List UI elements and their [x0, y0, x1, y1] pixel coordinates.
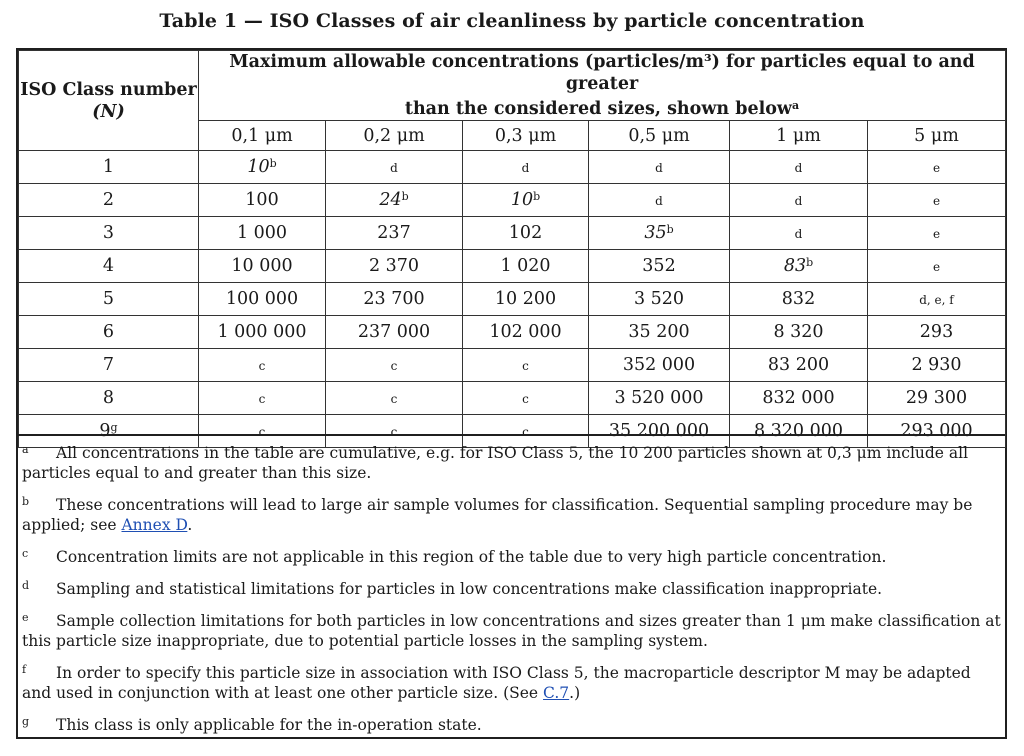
concentration-cell: [868, 250, 1006, 283]
concentration-cell: [868, 217, 1006, 250]
concentration-value: 35: [644, 223, 667, 243]
concentration-value: 23 700: [363, 289, 425, 309]
concentration-cell: [326, 250, 463, 283]
table-row: [19, 316, 1006, 349]
concentration-cell: [199, 349, 326, 382]
iso-class-cell: [19, 151, 199, 184]
footnote-c: [22, 544, 1001, 567]
concentration-value: d: [655, 161, 663, 175]
concentration-value: d, e, f: [919, 293, 954, 307]
concentration-value: 24: [379, 190, 402, 210]
table-row: [19, 250, 1006, 283]
concentration-value: 352 000: [622, 355, 696, 375]
concentration-cell: [199, 382, 326, 415]
concentration-cell: [868, 349, 1006, 382]
concentration-value: 832 000: [762, 388, 835, 408]
concentration-value: c: [390, 359, 398, 373]
footnote-text: All concentrations in the table are cumulative, e.g. for ISO Class 5, the 10 200 particles shown at 0,3 μm include all particles equal to and greater than this size.: [22, 444, 969, 482]
concentration-value: c: [258, 392, 266, 406]
concentration-cell: [589, 184, 730, 217]
iso-class-cell: [19, 316, 199, 349]
concentration-value: 293 000: [900, 421, 973, 441]
concentration-value: c: [522, 392, 529, 406]
footnote-mark: c: [22, 547, 29, 560]
concentration-cell: [463, 250, 589, 283]
concentration-value: 10 000: [231, 256, 293, 276]
concentration-cell: [868, 316, 1006, 349]
iso-class-value: 2: [102, 190, 115, 210]
table-row: [19, 217, 1006, 250]
concentration-cell: [730, 316, 868, 349]
concentration-cell: [730, 250, 868, 283]
concentration-cell: [730, 184, 868, 217]
footnote-f: [22, 660, 1001, 703]
concentration-cell: [326, 151, 463, 184]
concentration-cell: [326, 217, 463, 250]
concentration-value: d: [794, 194, 803, 208]
cross-reference-link[interactable]: C.7: [543, 684, 570, 702]
footnote-mark: a: [22, 443, 29, 456]
iso-class-value: 4: [102, 256, 115, 276]
concentration-value: 8 320: [773, 322, 824, 342]
concentration-cell: [463, 151, 589, 184]
concentration-value: 29 300: [905, 388, 968, 408]
footnote-text: This class is only applicable for the in-operation state.: [56, 716, 482, 734]
header-max-line1: Maximum allowable concentrations (particles/m³) for particles equal to and greater: [229, 52, 975, 94]
table-row: [19, 184, 1006, 217]
iso-class-value: 3: [102, 223, 115, 243]
concentration-value: 237 000: [357, 322, 431, 342]
iso-class-cell: [19, 250, 199, 283]
table-row: [19, 349, 1006, 382]
concentration-value: 3 520: [633, 289, 685, 309]
concentration-cell: [326, 349, 463, 382]
table-row: [19, 151, 1006, 184]
concentration-cell: [868, 184, 1006, 217]
concentration-value: 100 000: [225, 289, 299, 309]
concentration-cell: [326, 316, 463, 349]
concentration-cell: [463, 382, 589, 415]
iso-class-cell: [19, 382, 199, 415]
footnote-text: Concentration limits are not applicable in this region of the table due to very high particle concentration.: [56, 548, 887, 566]
concentration-value: c: [258, 359, 266, 373]
concentration-value: e: [932, 194, 941, 208]
concentration-cell: [326, 184, 463, 217]
concentration-value: 102: [508, 223, 543, 243]
concentration-value: 832: [781, 289, 816, 309]
concentration-cell: [463, 217, 589, 250]
concentration-cell: [868, 283, 1006, 316]
footnote-text: Sampling and statistical limitations for particles in low concentrations make classification inappropriate.: [56, 580, 883, 598]
footnote-ref: g: [110, 421, 118, 434]
concentration-value: 10 200: [494, 289, 557, 309]
size-header-cell: 0,5 μm: [589, 121, 730, 151]
concentration-cell: [199, 283, 326, 316]
iso-class-value: 6: [102, 322, 115, 342]
footnote-mark: b: [22, 495, 30, 508]
concentration-cell: [589, 316, 730, 349]
footnote-mark: e: [22, 611, 29, 624]
concentration-cell: [199, 184, 326, 217]
concentration-cell: [589, 349, 730, 382]
concentration-cell: [730, 382, 868, 415]
table-footnotes: [18, 434, 1005, 744]
iso-class-value: 9: [99, 421, 111, 441]
table-body: [19, 151, 1006, 448]
concentration-cell: [463, 283, 589, 316]
concentration-value: 100: [245, 190, 279, 210]
header-iso-class-number: [19, 51, 199, 151]
footnote-ref: b: [806, 256, 814, 269]
concentration-cell: [589, 217, 730, 250]
iso-class-cell: [19, 283, 199, 316]
header-class-line2: (N): [92, 101, 125, 122]
concentration-value: 293: [919, 322, 954, 342]
concentration-cell: [589, 250, 730, 283]
concentration-cell: [326, 382, 463, 415]
concentration-cell: [730, 151, 868, 184]
footnote-text-end: .): [569, 684, 581, 702]
concentration-value: d: [390, 161, 398, 175]
iso-class-cell: [19, 349, 199, 382]
concentration-cell: [463, 349, 589, 382]
concentration-cell: [868, 151, 1006, 184]
concentration-cell: [199, 151, 326, 184]
concentration-cell: [199, 316, 326, 349]
size-header-cell: 5 μm: [868, 121, 1006, 151]
iso-class-value: 1: [102, 157, 115, 177]
header-max-concentrations: [199, 51, 1006, 121]
footnote-ref: b: [401, 190, 409, 203]
concentration-value: 8 320 000: [753, 421, 844, 441]
concentration-value: d: [794, 161, 803, 175]
footnote-mark: d: [22, 579, 30, 592]
size-header-cell: 0,3 μm: [463, 121, 589, 151]
concentration-value: 35 200: [628, 322, 690, 342]
header-class-line1: ISO Class number: [20, 79, 197, 100]
footnote-text: These concentrations will lead to large air sample volumes for classification. Sequential sampling procedure may be applied; see: [22, 496, 973, 534]
table-row: [19, 283, 1006, 316]
concentration-value: 102 000: [489, 322, 562, 342]
concentration-cell: [730, 283, 868, 316]
footnote-ref-a: a: [791, 99, 800, 112]
concentration-cell: [463, 316, 589, 349]
iso-class-value: 5: [102, 289, 115, 309]
footnote-b: [22, 492, 1001, 535]
size-header-cell: 1 μm: [730, 121, 868, 151]
footnote-ref: b: [269, 157, 277, 170]
concentration-value: c: [390, 392, 398, 406]
footnote-g: [22, 712, 1001, 735]
concentration-cell: [199, 250, 326, 283]
concentration-value: 83: [783, 256, 807, 276]
concentration-cell: [589, 283, 730, 316]
iso-class-value: 7: [102, 355, 115, 375]
table-row: [19, 382, 1006, 415]
concentration-value: e: [932, 161, 941, 175]
cross-reference-link[interactable]: Annex D: [121, 516, 188, 534]
concentration-value: 10: [510, 190, 534, 210]
concentration-cell: [589, 151, 730, 184]
concentration-value: 1 000 000: [217, 322, 307, 342]
iso-class-table: [18, 50, 1006, 448]
concentration-value: d: [794, 227, 803, 241]
concentration-value: 3 520 000: [614, 388, 704, 408]
concentration-cell: [199, 217, 326, 250]
footnote-a: [22, 440, 1001, 483]
concentration-value: d: [655, 194, 663, 208]
footnote-text: Sample collection limitations for both particles in low concentrations and sizes greater than 1 μm make classification at this particle size inappropriate, due to potential particle losses in the sampling system.: [22, 612, 1001, 650]
concentration-value: 1 000: [236, 223, 288, 243]
concentration-value: 2 930: [911, 355, 962, 375]
concentration-value: 10: [247, 157, 270, 177]
iso-class-value: 8: [102, 388, 115, 408]
size-header-cell: 0,2 μm: [326, 121, 463, 151]
concentration-value: 83 200: [767, 355, 830, 375]
concentration-cell: [730, 217, 868, 250]
concentration-value: d: [521, 161, 530, 175]
footnote-d: [22, 576, 1001, 599]
concentration-value: c: [522, 425, 529, 439]
concentration-value: c: [390, 425, 398, 439]
footnote-mark: g: [22, 715, 30, 728]
concentration-value: 35 200 000: [608, 421, 710, 441]
header-max-line2: than the considered sizes, shown below: [404, 99, 792, 119]
concentration-cell: [463, 184, 589, 217]
concentration-value: c: [258, 425, 266, 439]
size-header-cell: 0,1 μm: [199, 121, 326, 151]
concentration-cell: [326, 283, 463, 316]
concentration-cell: [730, 349, 868, 382]
concentration-cell: [868, 382, 1006, 415]
concentration-cell: [589, 382, 730, 415]
concentration-value: 2 370: [368, 256, 420, 276]
iso-class-cell: [19, 184, 199, 217]
footnote-ref: b: [533, 190, 541, 203]
footnote-text: In order to specify this particle size in association with ISO Class 5, the macroparticle descriptor M may be adapted and used in conjunction with at least one other particle size. (See: [22, 664, 971, 702]
concentration-value: c: [522, 359, 529, 373]
footnote-ref: b: [666, 223, 674, 236]
footnote-e: [22, 608, 1001, 651]
concentration-value: 352: [642, 256, 676, 276]
concentration-value: 237: [377, 223, 411, 243]
iso-class-table-frame: [16, 48, 1007, 739]
footnote-text-end: .: [187, 516, 193, 534]
table-title: Table 1 — ISO Classes of air cleanliness by particle concentration: [159, 10, 865, 32]
concentration-value: e: [932, 260, 941, 274]
concentration-value: 1 020: [500, 256, 551, 276]
concentration-value: e: [932, 227, 941, 241]
iso-class-cell: [19, 217, 199, 250]
footnote-mark: f: [22, 663, 27, 676]
